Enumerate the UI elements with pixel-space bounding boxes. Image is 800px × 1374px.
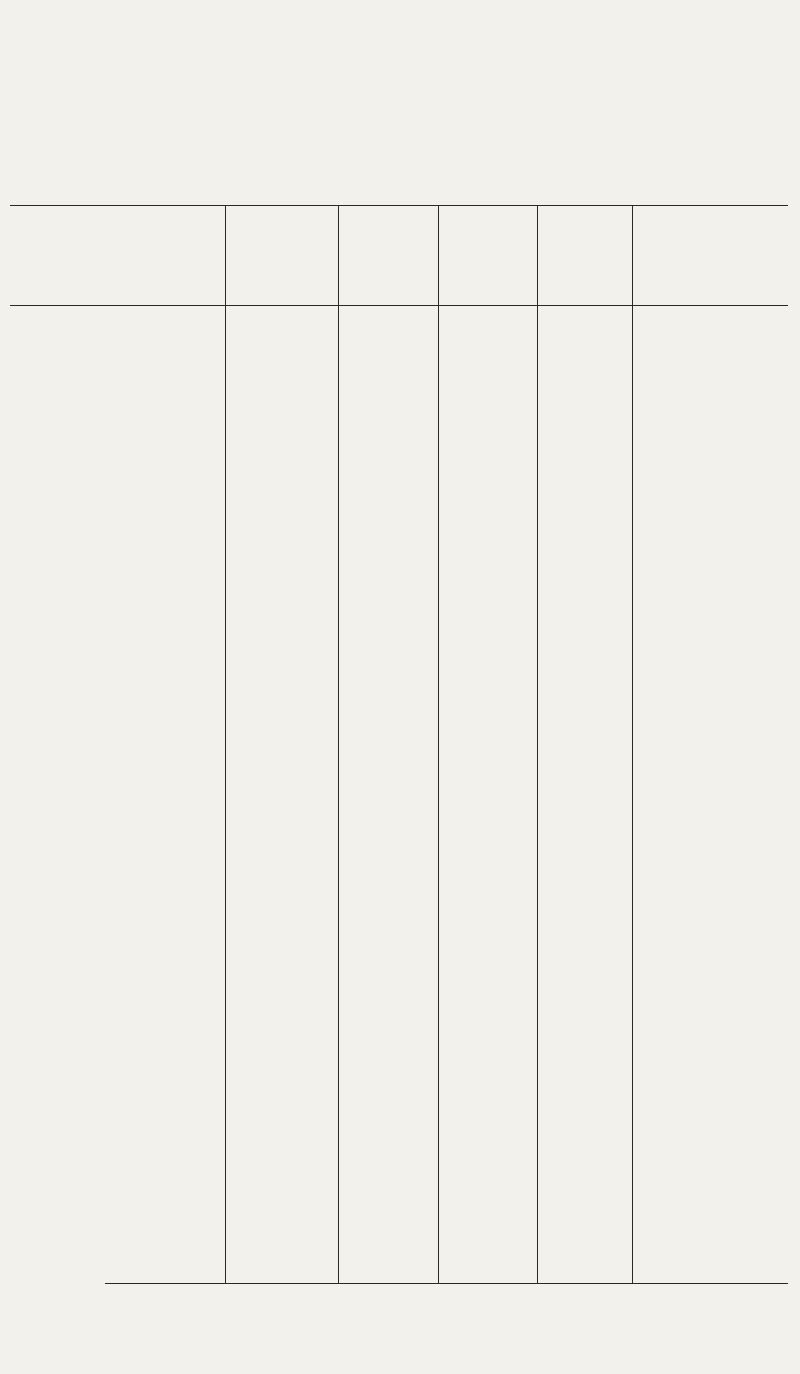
column-divider-4	[537, 205, 538, 1283]
column-divider-5	[632, 205, 633, 1283]
table-bottom-rule	[105, 1283, 788, 1284]
column-divider-3	[438, 205, 439, 1283]
column-divider-2	[338, 205, 339, 1283]
header-rule	[10, 305, 788, 306]
column-divider-1	[225, 205, 226, 1283]
table-top-rule	[10, 205, 788, 206]
running-head	[0, 14, 800, 54]
